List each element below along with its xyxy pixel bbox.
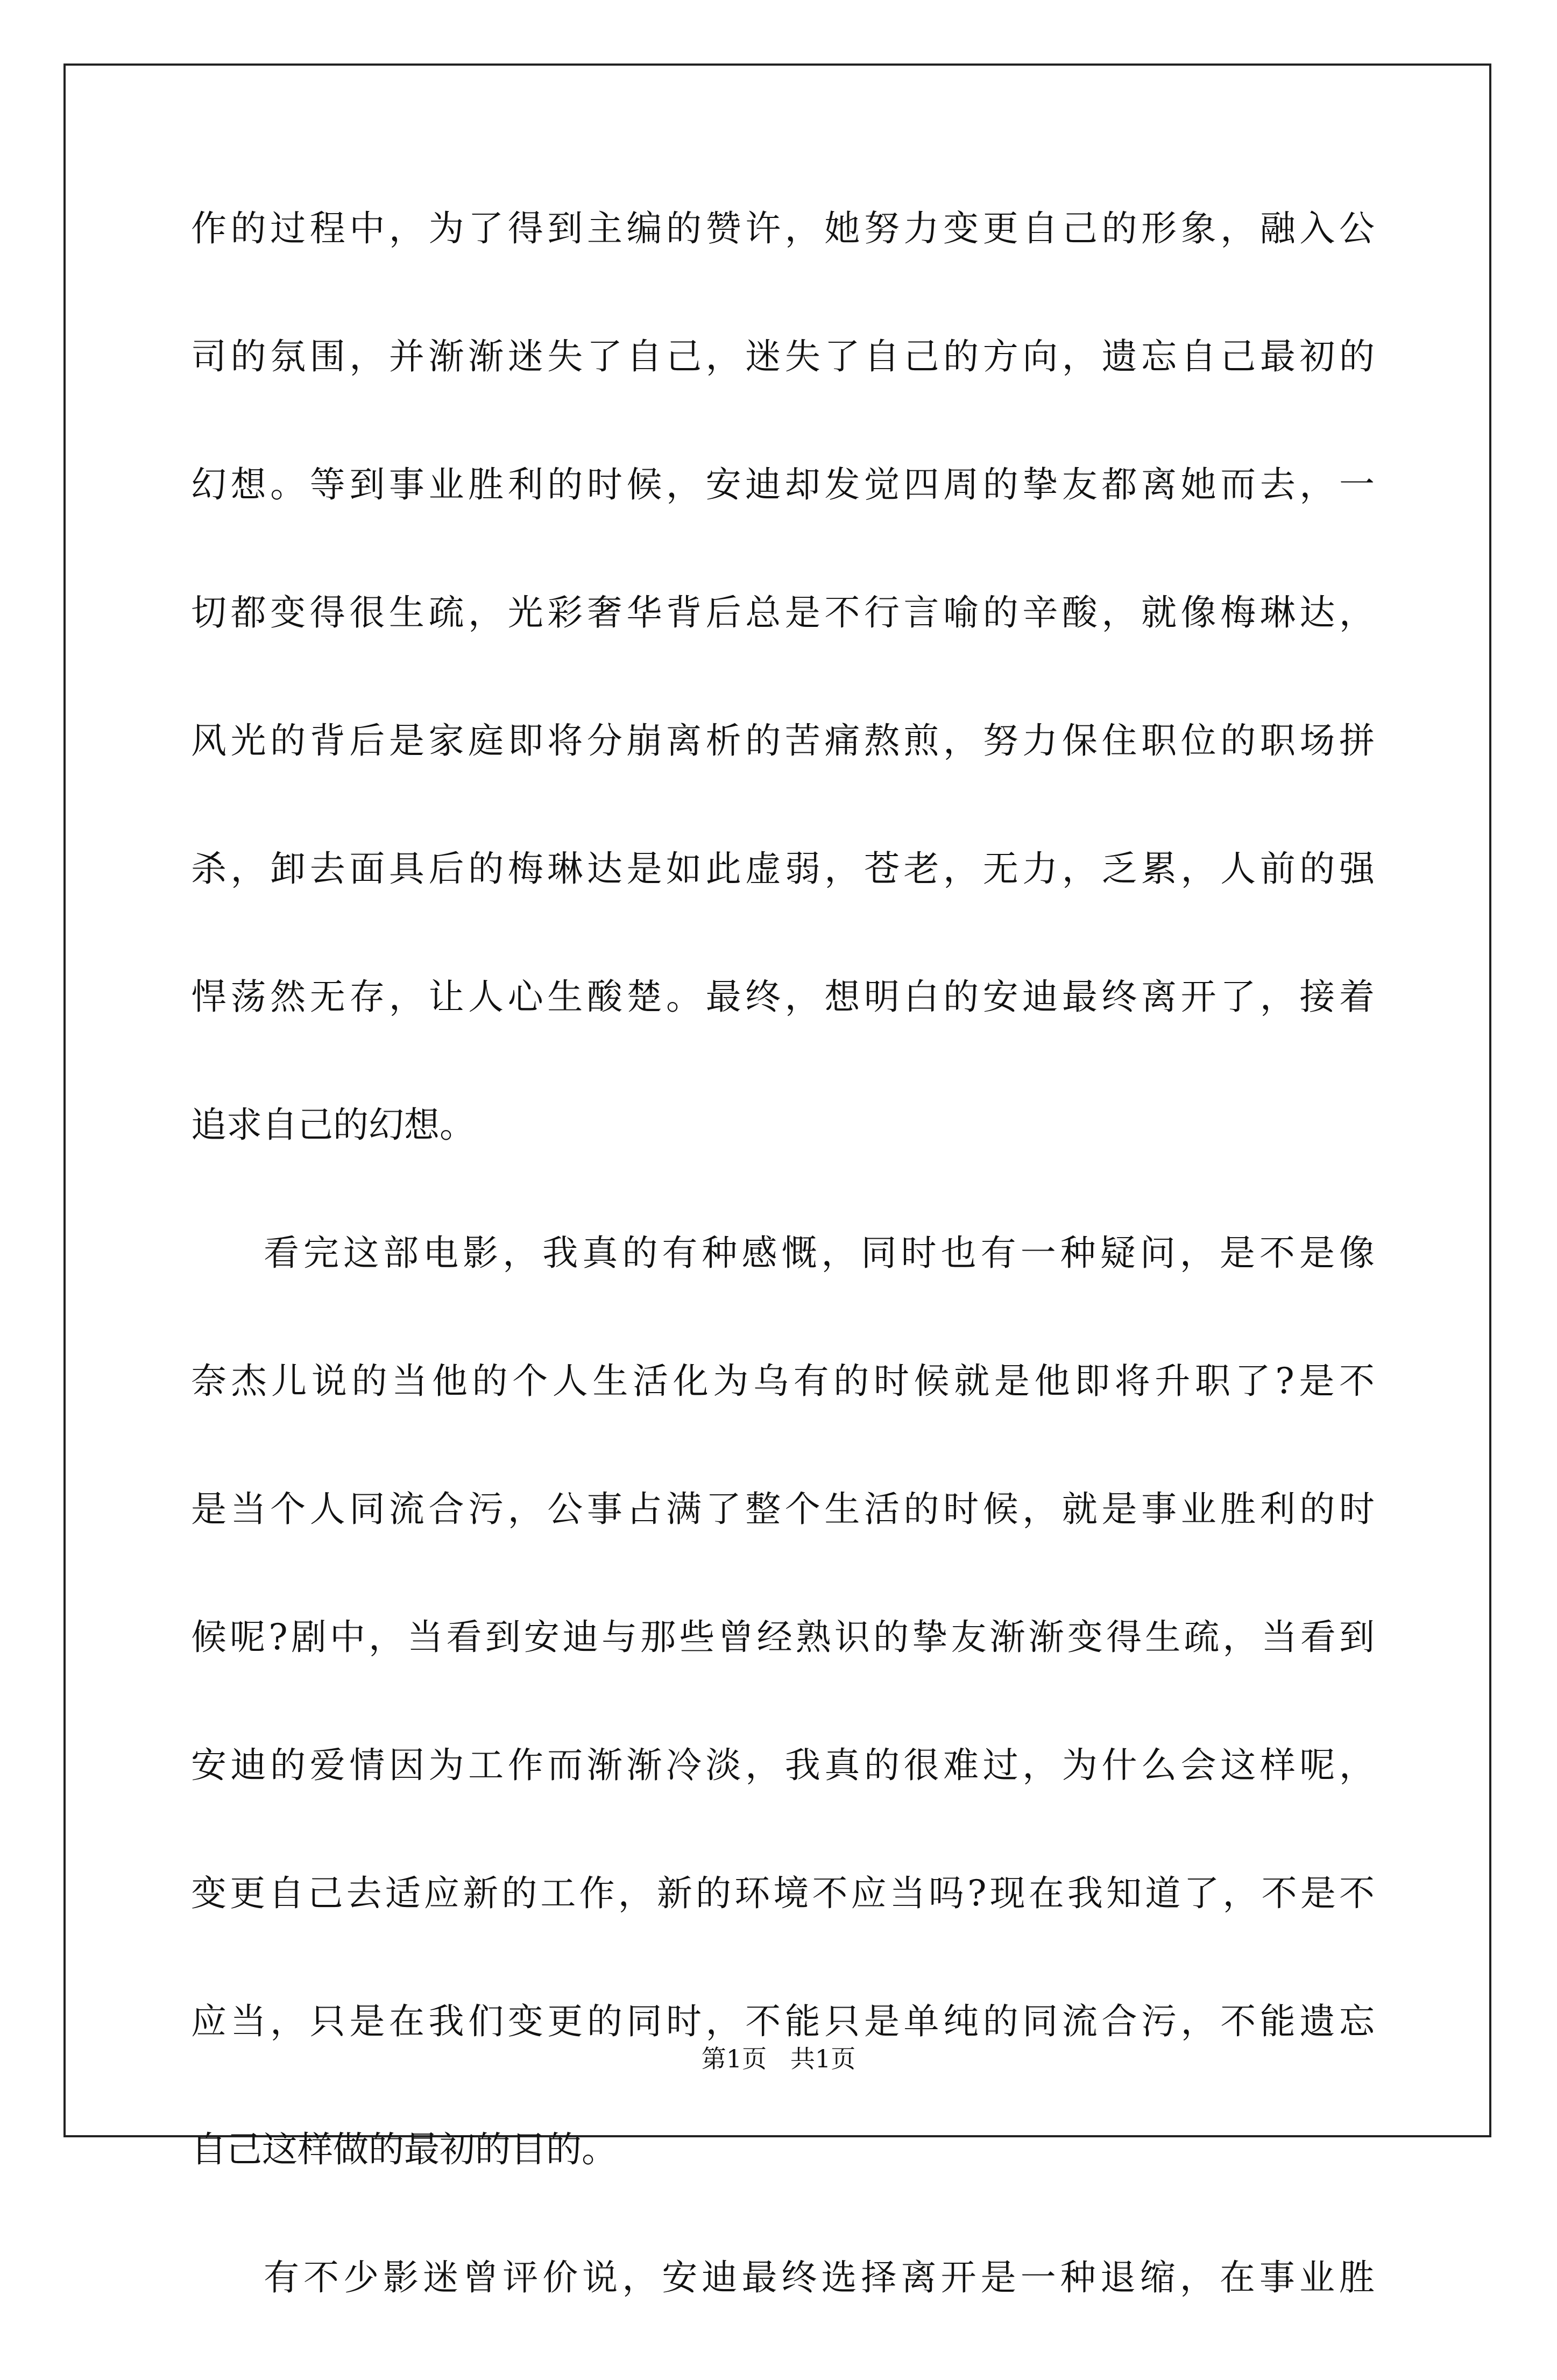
text-line: 安迪的爱情因为工作而渐渐冷淡，我真的很难过，为什么会这样呢， [191,1745,1375,1786]
text-line: 是当个人同流合污，公事占满了整个生活的时候，就是事业胜利的时 [191,1488,1375,1530]
text-line-paragraph-end: 追求自己的幻想。 [191,1104,475,1146]
text-line: 奈杰儿说的当他的个人生活化为乌有的时候就是他即将升职了?是不 [191,1360,1375,1402]
text-line-paragraph-start: 有不少影迷曾评价说，安迪最终选择离开是一种退缩，在事业胜 [264,2257,1375,2298]
text-line: 司的氛围，并渐渐迷失了自己，迷失了自己的方向，遗忘自己最初的 [191,336,1375,377]
text-line: 风光的背后是家庭即将分崩离析的苦痛熬煎，努力保住职位的职场拼 [191,720,1375,761]
text-line: 候呢?剧中，当看到安迪与那些曾经熟识的挚友渐渐变得生疏，当看到 [191,1616,1375,1658]
page-number-footer: 第1页 共1页 [701,2044,856,2073]
text-line-paragraph-end: 自己这样做的最初的目的。 [191,2129,617,2170]
text-line: 幻想。等到事业胜利的时候，安迪却发觉四周的挚友都离她而去，一 [191,464,1375,505]
text-line: 杀，卸去面具后的梅琳达是如此虚弱，苍老，无力，乏累，人前的强 [191,848,1375,889]
text-line: 应当，只是在我们变更的同时，不能只是单纯的同流合污，不能遗忘 [191,2001,1375,2042]
text-line: 变更自己去适应新的工作，新的环境不应当吗?现在我知道了，不是不 [191,1873,1375,1914]
text-line: 切都变得很生疏，光彩奢华背后总是不行言喻的辛酸，就像梅琳达， [191,592,1375,633]
text-line-paragraph-start: 看完这部电影，我真的有种感慨，同时也有一种疑问，是不是像 [264,1232,1375,1274]
text-line: 悍荡然无存，让人心生酸楚。最终，想明白的安迪最终离开了，接着 [191,976,1375,1018]
text-line: 作的过程中，为了得到主编的赞许，她努力变更自己的形象，融入公 [191,208,1375,249]
